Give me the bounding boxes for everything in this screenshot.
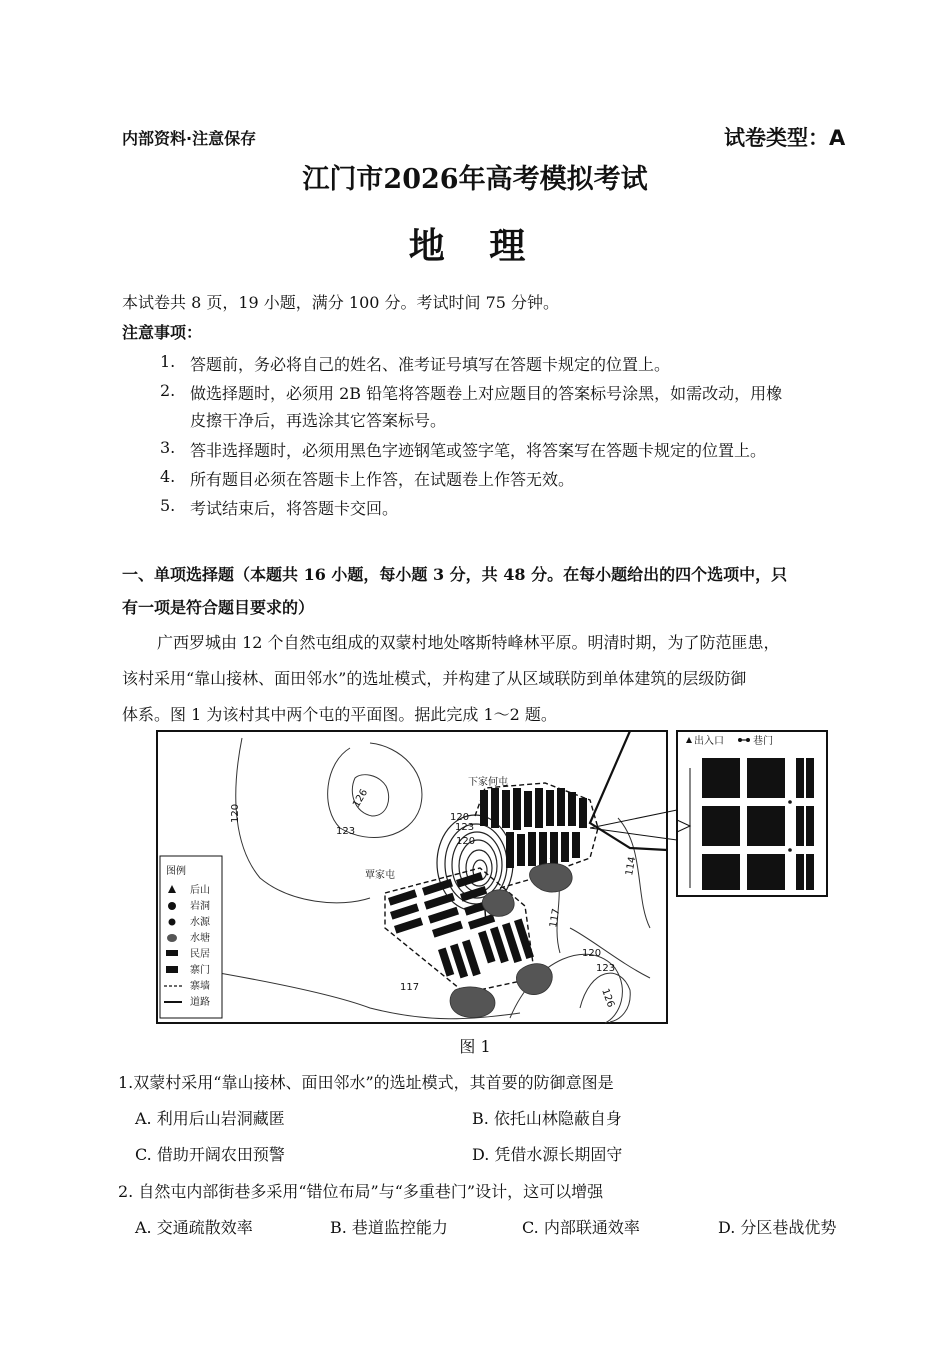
answer-option: C. 借助开阔农田预警 [135,1145,285,1164]
figure-caption: 图 1 [459,1037,491,1056]
section-heading: 一、单项选择题（本题共 16 小题，每小题 3 分，共 48 分。在每小题给出的四个选项中，只 [122,565,788,584]
village-name: 覃家屯 [365,870,395,881]
legend-title: 图例 [166,866,186,877]
header-left: 内部资料·注意保存 [122,129,257,148]
notice-item-number: 2. [160,381,176,400]
contour-label: 123 [455,822,475,833]
notice-item-number: 4. [160,467,176,486]
village-name: 下家何屯 [468,777,508,788]
notice-item [0,467,950,489]
notice-item [0,381,950,403]
legend-item: 水塘 [190,933,210,944]
village-plan-figure [150,728,840,1028]
inset-legend-entrance: 出入口 [694,736,724,747]
section-heading-continued: 有一项是符合题目要求的） [122,598,315,617]
contour-label: 120 [230,803,241,823]
notice-item-continuation: 皮擦干净后，再选涂其它答案标号。 [190,411,447,430]
legend-item: 后山 [190,885,210,896]
passage-line: 体系。图 1 为该村其中两个屯的平面图。据此完成 1～2 题。 [122,705,557,724]
legend-item: 水源 [190,917,210,928]
answer-option: B. 巷道监控能力 [330,1218,448,1237]
contour-label: 117 [400,982,420,993]
answer-option: A. 交通疏散效率 [135,1218,253,1237]
lane-gate-icon [788,848,792,852]
notice-heading: 注意事项： [122,323,203,342]
notice-item-text: 答题前，务必将自己的姓名、准考证号填写在答题卡规定的位置上。 [190,355,671,374]
legend-item: 岩洞 [190,901,210,912]
pond-symbol-icon [167,934,177,942]
question-stem: 1.双蒙村采用“靠山接林、面田邻水”的选址模式，其首要的防御意图是 [118,1073,614,1092]
notice-item-number: 1. [160,352,176,371]
map-legend [160,856,222,1018]
answer-option: D. 分区巷战优势 [718,1218,837,1237]
exam-intro: 本试卷共 8 页，19 小题，满分 100 分。考试时间 75 分钟。 [122,293,560,312]
notice-item-text: 答非选择题时，必须用黑色字迹钢笔或签字笔，将答案写在答题卡规定的位置上。 [190,441,767,460]
contour-label: 120 [582,948,602,959]
notice-item-text: 所有题目必须在答题卡上作答，在试题卷上作答无效。 [190,470,575,489]
notice-item-number: 3. [160,438,176,457]
subject-title: 地 理 [408,226,542,267]
notice-item [0,496,950,518]
lane-gate-icon [788,800,792,804]
notice-item [0,438,950,460]
inset-houses [702,758,814,890]
answer-option: A. 利用后山岩洞藏匿 [135,1109,285,1128]
house-symbol-icon [166,950,178,956]
water-source-icon [169,919,176,926]
lane-inset [677,731,827,896]
notice-item [0,352,950,374]
map-frame [157,731,667,1023]
legend-item: 寨门 [190,965,210,976]
contour-label: 120 [456,836,476,847]
passage-line: 广西罗城由 12 个自然屯组成的双蒙村地处喀斯特峰林平原。明清时期，为了防范匪患， [157,633,780,652]
legend-item: 道路 [190,997,210,1008]
passage-line: 该村采用“靠山接林、面田邻水”的选址模式，并构建了从区域联防到单体建筑的层级防御 [122,669,747,688]
contour-label: 123 [596,963,616,974]
answer-option: D. 凭借水源长期固守 [472,1145,623,1164]
gate-symbol-icon [166,966,178,973]
road [485,910,486,923]
legend-item: 民居 [190,949,210,960]
contour-label: 120 [450,812,470,823]
cave-symbol-icon [168,902,176,910]
notice-item-text: 考试结束后，将答题卡交回。 [190,499,399,518]
notice-item-text: 做选择题时，必须用 2B 铅笔将答题卷上对应题目的答案标号涂黑，如需改动，用橡 [190,384,783,403]
contour-label: 114 [624,855,639,877]
contour-label: 117 [548,907,563,929]
inset-legend-lane-gate: 巷门 [753,736,773,747]
answer-option: C. 内部联通效率 [522,1218,640,1237]
contour-label: 126 [599,987,617,1009]
answer-option: B. 依托山林隐蔽自身 [472,1109,622,1128]
contour-label: 126 [351,787,371,810]
legend-item: 寨墙 [190,981,210,992]
paper-type: 试卷类型：A [724,126,846,150]
question-stem: 2. 自然屯内部街巷多采用“错位布局”与“多重巷门”设计，这可以增强 [118,1182,604,1201]
notice-item-number: 5. [160,496,176,515]
contour-label: 123 [336,826,356,837]
exam-title: 江门市2026年高考模拟考试 [302,164,648,195]
